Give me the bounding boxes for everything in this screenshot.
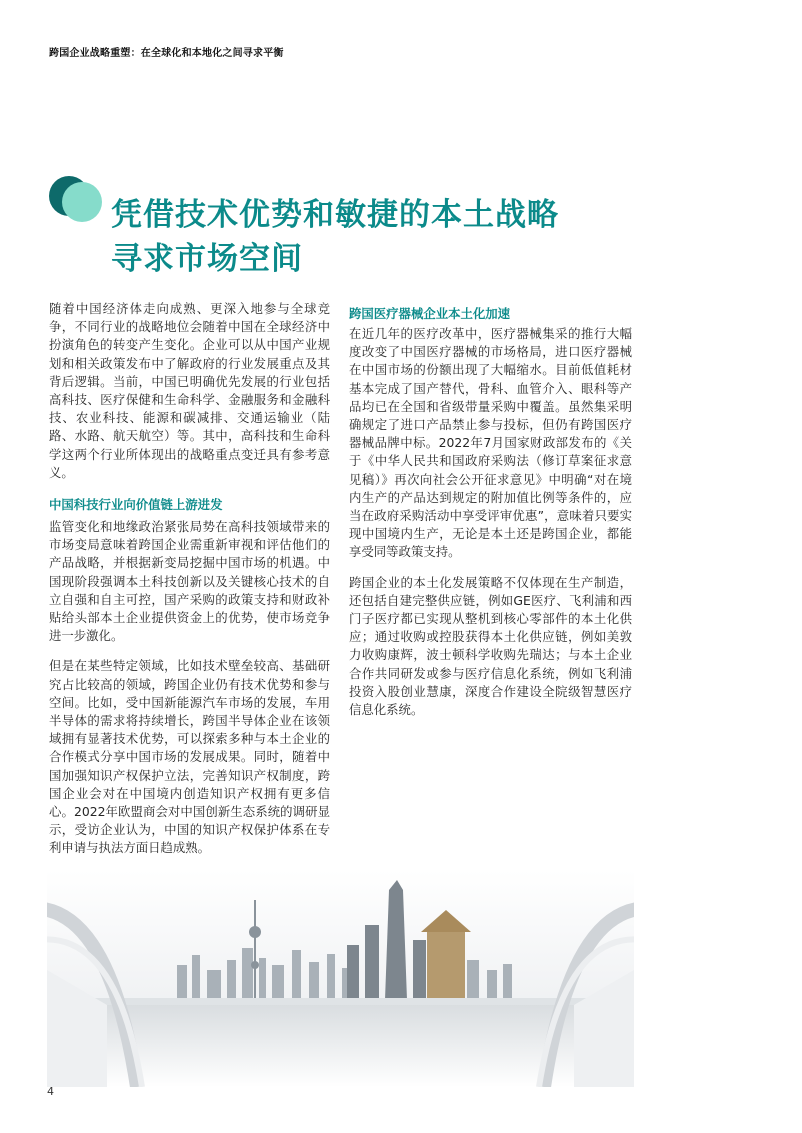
page-title xyxy=(111,193,771,281)
running-header: 跨国企业战略重塑：在全球化和本地化之间寻求平衡 xyxy=(49,48,284,59)
left-subheading: 中国科技行业向价值链上游进发 xyxy=(49,497,223,513)
skyline-illustration xyxy=(47,870,634,1087)
decorative-circle-light xyxy=(62,182,102,222)
city-skyline-photo xyxy=(47,870,634,1087)
left-paragraph-1: 随着中国经济体走向成熟、更深入地参与全球竞争，不同行业的战略地位会随着中国在全球经济中扮演角色的转变产生变化。企业可以从中国产业规划和相关政策发布中了解政府的行业发展重点及其背后逻辑。当前，中国已明确优先发展的行业包括高科技、医疗保健和生命科学、金融服务和金融科技、农业科技、能源和碳减排、交通运输业（陆路、水路、航天航空）等。其中，高科技和生命科学这两个行业所体现出的战略重点变迁具有参考意义。 xyxy=(49,301,330,480)
right-paragraph-2: 跨国企业的本土化发展策略不仅体现在生产制造，还包括自建完整供应链，例如GE医疗、飞利浦和西门子医疗都已实现从整机到核心零部件的本土化供应；通过收购或控股获得本土化供应链，例如美敦力收购康辉，波士顿科学收购先瑞达；与本土企业合作共同研发或参与医疗信息化系统，例如飞利浦投资入股创业慧康，深度合作建设全院级智慧医疗信息化系统。 xyxy=(349,574,632,718)
page-title-line2: 寻求市场空间 xyxy=(111,240,303,277)
page-title-line1: 凭借技术优势和敏捷的本土战略 xyxy=(111,196,559,233)
left-column xyxy=(49,300,330,870)
section-title-block xyxy=(49,172,769,277)
right-column xyxy=(349,305,632,731)
right-paragraph-1: 在近几年的医疗改革中，医疗器械集采的推行大幅度改变了中国医疗器械的市场格局，进口医疗器械在中国市场的份额出现了大幅缩水。目前低值耗材基本完成了国产替代，骨科、血管介入、眼科等产品均已在全国和省级带量采购中覆盖。虽然集采明确规定了进口产品禁止参与投标，但仍有跨国医疗器械品牌中标。2022年7月国家财政部发布的《关于《中华人民共和国政府采购法（修订草案征求意见稿）》再次向社会公开征求意见》中明确“对在境内生产的产品达到规定的附加值比例等条件的，应当在政府采购活动中享受评审优惠”，意味着只要实现中国境内生产，无论是本土还是跨国企业，都能享受同等政策支持。 xyxy=(349,326,632,560)
left-paragraph-2: 监管变化和地缘政治紧张局势在高科技领域带来的市场变局意味着跨国企业需重新审视和评估他们的产品战略，并根据新变局挖掘中国市场的机遇。中国现阶段强调本土科技创新以及关键核心技术的自立自强和自主可控，国产采购的政策支持和财政补贴给头部本土企业提供资金上的优势，使市场竞争进一步激化。 xyxy=(49,519,330,644)
right-subheading: 跨国医疗器械企业本土化加速 xyxy=(349,306,511,321)
page-number: 4 xyxy=(47,1085,54,1098)
left-paragraph-3: 但是在某些特定领域，比如技术壁垒较高、基础研究占比较高的领域，跨国企业仍有技术优势和参与空间。比如，受中国新能源汽车市场的发展，车用半导体的需求将持续增长，跨国半导体企业在该领域拥有显著技术优势，可以探索多种与本土企业的合作模式分享中国市场的发展成果。同时，随着中国加强知识产权保护立法，完善知识产权制度，跨国企业会对在中国境内创造知识产权拥有更多信心。2022年欧盟商会对中国创新生态系统的调研显示，受访企业认为，中国的知识产权保护体系在专利申请与执法方面日趋成熟。 xyxy=(49,658,330,856)
